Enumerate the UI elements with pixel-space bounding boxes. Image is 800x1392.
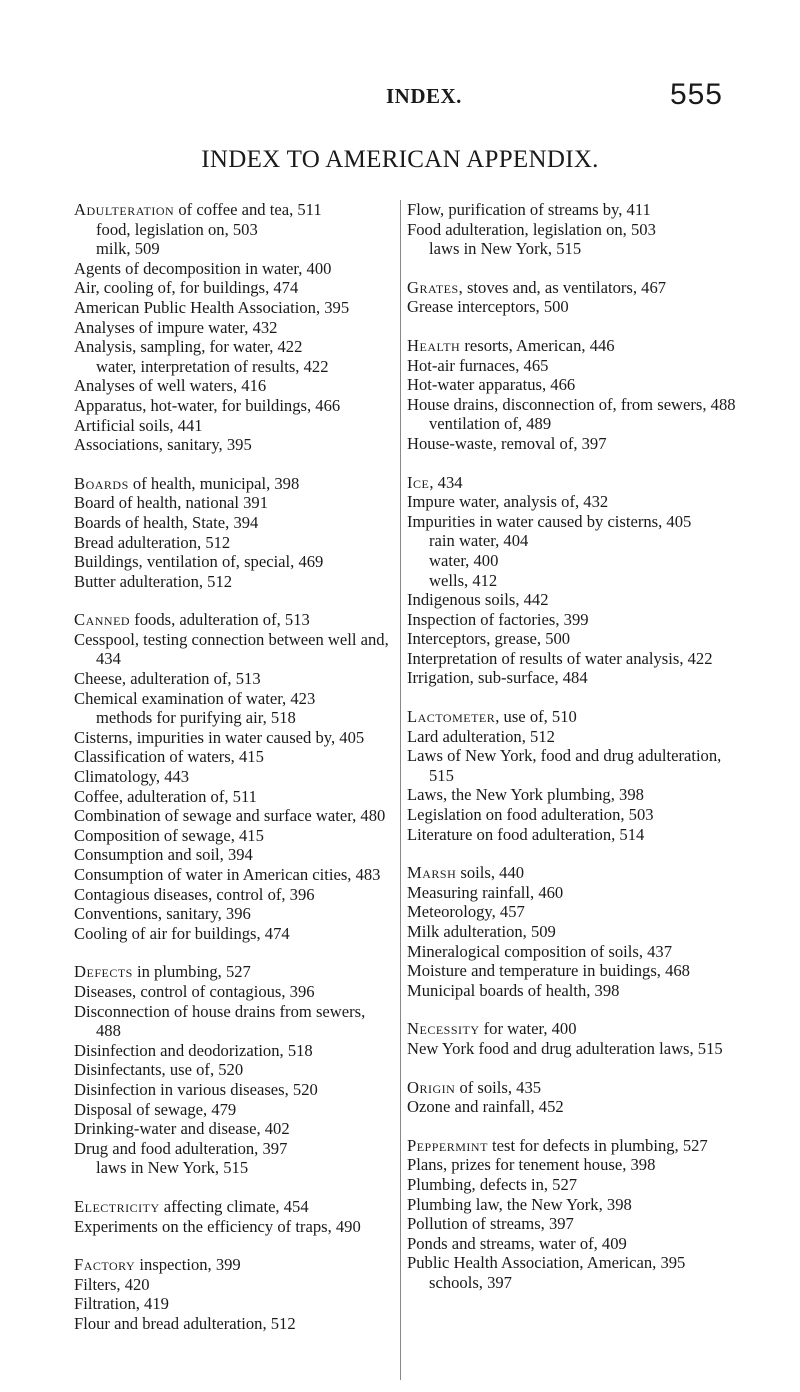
- index-letter-lead: Lactometer: [407, 707, 496, 727]
- index-entry-text: Consumption of water in American cities, 483: [74, 865, 381, 884]
- index-entry: [407, 825, 739, 845]
- index-entry-text: Contagious diseases, control of, 396: [74, 884, 315, 904]
- index-entry-text: Disconnection of house drains from sewers, 488: [74, 1001, 366, 1041]
- index-entry-text: Grease interceptors, 500: [407, 297, 569, 317]
- index-letter-lead: Factory: [74, 1255, 136, 1275]
- index-entry-text: Composition of sewage, 415: [74, 825, 264, 845]
- index-entry: [407, 395, 739, 415]
- index-entry-text: House-waste, removal of, 397: [407, 433, 607, 453]
- index-entry-text: Impure water, analysis of, 432: [407, 492, 609, 512]
- index-entry-text: Filtration, 419: [74, 1294, 169, 1314]
- index-letter-lead: Peppermint: [407, 1135, 488, 1155]
- index-entry: [407, 1039, 739, 1059]
- index-entry-text: Artificial soils, 441: [74, 415, 203, 435]
- index-entry: [407, 590, 739, 610]
- index-entry-text: affecting climate, 454: [159, 1196, 309, 1216]
- index-entry-text: Consumption and soil, 394: [74, 845, 253, 865]
- index-entry-text: laws in New York, 515: [96, 1158, 249, 1178]
- index-entry-text: Hot-water apparatus, 466: [407, 375, 576, 395]
- index-subentry: [407, 571, 739, 591]
- index-title: INDEX TO AMERICAN APPENDIX.: [201, 146, 599, 173]
- index-entry-text: Pollution of streams, 397: [407, 1214, 574, 1234]
- index-entry: [74, 1139, 394, 1159]
- index-entry: [74, 278, 394, 298]
- index-entry-text: , use of, 510: [495, 707, 577, 727]
- index-entry-text: Drug and food adulteration, 397: [74, 1138, 288, 1158]
- index-subentry: [74, 357, 394, 377]
- index-entry-text: Analysis, sampling, for water, 422: [74, 337, 303, 357]
- index-entry-text: Conventions, sanitary, 396: [74, 904, 251, 924]
- index-letter-lead: Grates: [407, 277, 459, 297]
- index-entry: [407, 1078, 739, 1098]
- running-head: [0, 78, 800, 124]
- page-number: 555: [669, 78, 723, 111]
- index-entry: [74, 962, 394, 982]
- index-entry: [407, 512, 739, 532]
- index-entry-text: Coffee, adulteration of, 511: [74, 786, 257, 806]
- index-entry: [74, 630, 394, 669]
- index-letter-lead: Necessity: [407, 1019, 480, 1039]
- index-entry: [407, 336, 739, 356]
- index-entry-text: Municipal boards of health, 398: [407, 980, 620, 1000]
- index-entry-text: Analyses of well waters, 416: [74, 376, 267, 396]
- index-entry-text: Disinfectants, use of, 520: [74, 1060, 244, 1080]
- index-entry: [74, 376, 394, 396]
- index-entry: [407, 356, 739, 376]
- index-entry-text: Literature on food adulteration, 514: [407, 824, 645, 844]
- index-entry-text: foods, adulteration of, 513: [130, 610, 310, 630]
- index-entry: [74, 552, 394, 572]
- index-entry: [74, 513, 394, 533]
- index-subentry: [74, 708, 394, 728]
- index-entry: [407, 1195, 739, 1215]
- index-entry: [74, 493, 394, 513]
- index-entry: [407, 1136, 739, 1156]
- index-entry: [407, 220, 739, 240]
- index-subentry: [74, 1158, 394, 1178]
- index-entry: [407, 278, 739, 298]
- index-entry: [407, 1253, 739, 1273]
- index-entry-text: Boards of health, State, 394: [74, 512, 259, 532]
- index-entry-text: Interceptors, grease, 500: [407, 629, 571, 649]
- index-entry: [74, 689, 394, 709]
- index-subentry: [407, 239, 739, 259]
- index-letter-lead: Health: [407, 335, 461, 355]
- index-entry: [74, 747, 394, 767]
- index-entry: [74, 669, 394, 689]
- index-entry: [407, 902, 739, 922]
- index-subentry: [407, 551, 739, 571]
- index-entry: [74, 298, 394, 318]
- index-entry-text: House drains, disconnection of, from sewers, 488: [407, 394, 736, 414]
- index-entry: [407, 942, 739, 962]
- index-entry-text: wells, 412: [429, 570, 498, 590]
- index-entry-text: Cooling of air for buildings, 474: [74, 923, 290, 943]
- index-entry-text: Impurities in water caused by cisterns, 405: [407, 511, 692, 531]
- index-entry-text: Air, cooling of, for buildings, 474: [74, 278, 299, 298]
- index-entry: [74, 533, 394, 553]
- index-entry-text: Disposal of sewage, 479: [74, 1099, 237, 1119]
- index-entry-text: Drinking-water and disease, 402: [74, 1119, 290, 1139]
- index-entry: [74, 1060, 394, 1080]
- index-entry: [74, 1255, 394, 1275]
- index-entry: [74, 474, 394, 494]
- index-entry-text: Buildings, ventilation of, special, 469: [74, 552, 324, 572]
- index-entry: [407, 473, 739, 493]
- index-entry: [74, 1314, 394, 1334]
- index-entry: [74, 435, 394, 455]
- index-entry-text: of soils, 435: [455, 1077, 542, 1097]
- index-entry: [407, 434, 739, 454]
- index-entry-text: Combination of sewage and surface water, 480: [74, 806, 386, 826]
- index-entry-text: Plans, prizes for tenement house, 398: [407, 1155, 656, 1175]
- index-entry: [407, 1019, 739, 1039]
- index-entry-text: Mineralogical composition of soils, 437: [407, 941, 673, 961]
- index-entry-text: ventilation of, 489: [429, 414, 552, 434]
- index-entry-text: Flour and bread adulteration, 512: [74, 1313, 296, 1333]
- index-entry: [74, 885, 394, 905]
- index-entry-text: Milk adulteration, 509: [407, 922, 556, 941]
- index-entry-text: Cheese, adulteration of, 513: [74, 669, 261, 689]
- index-entry: [74, 200, 394, 220]
- index-subentry: [74, 239, 394, 259]
- index-entry-text: schools, 397: [429, 1272, 512, 1292]
- index-entry: [407, 668, 739, 688]
- index-entry-text: Climatology, 443: [74, 767, 190, 787]
- index-entry: [407, 1214, 739, 1234]
- index-entry-text: Butter adulteration, 512: [74, 571, 233, 591]
- index-entry-text: in plumbing, 527: [132, 962, 251, 982]
- index-entry: [74, 1294, 394, 1314]
- index-letter-lead: Origin: [407, 1077, 456, 1097]
- index-subentry: [407, 531, 739, 551]
- index-subentry: [407, 1273, 739, 1293]
- index-entry: [407, 922, 739, 942]
- index-letter-lead: Ice: [407, 472, 430, 492]
- index-entry: [407, 863, 739, 883]
- index-entry: [74, 924, 394, 944]
- index-entry-text: Analyses of impure water, 432: [74, 317, 278, 337]
- index-entry: [74, 396, 394, 416]
- index-letter-lead: Adulteration: [74, 200, 175, 219]
- index-entry: [407, 746, 739, 785]
- index-entry: [407, 1175, 739, 1195]
- index-entry: [74, 806, 394, 826]
- index-entry: [74, 337, 394, 357]
- index-entry-text: Irrigation, sub-surface, 484: [407, 668, 588, 688]
- index-entry: [74, 318, 394, 338]
- index-entry-text: Meteorology, 457: [407, 902, 525, 922]
- index-entry: [74, 1002, 394, 1041]
- index-entry-text: Diseases, control of contagious, 396: [74, 981, 315, 1001]
- index-entry: [407, 649, 739, 669]
- index-entry-text: rain water, 404: [429, 531, 529, 551]
- index-entry: [407, 200, 739, 220]
- index-entry: [407, 1234, 739, 1254]
- index-entry-text: inspection, 399: [135, 1255, 241, 1275]
- running-head-title: INDEX.: [386, 84, 462, 108]
- index-entry: [74, 1080, 394, 1100]
- index-entry-text: test for defects in plumbing, 527: [487, 1135, 708, 1155]
- index-entry: [74, 865, 394, 885]
- index-entry: [74, 787, 394, 807]
- index-entry: [407, 610, 739, 630]
- index-entry-text: Disinfection in various diseases, 520: [74, 1079, 318, 1099]
- index-entry-text: Disinfection and deodorization, 518: [74, 1040, 313, 1060]
- index-entry: [74, 416, 394, 436]
- index-entry-text: Cisterns, impurities in water caused by, 405: [74, 727, 365, 747]
- index-entry-text: Laws of New York, food and drug adulteration, 515: [407, 746, 722, 785]
- index-entry-text: of health, municipal, 398: [128, 473, 300, 493]
- index-entry-text: water, 400: [429, 550, 499, 570]
- index-entry: [407, 1097, 739, 1117]
- index-entry-text: soils, 440: [456, 863, 525, 883]
- index-letter-lead: Defects: [74, 962, 133, 982]
- index-entry-text: Associations, sanitary, 395: [74, 435, 252, 455]
- index-entry: [407, 629, 739, 649]
- index-entry-text: Flow, purification of streams by, 411: [407, 200, 651, 219]
- index-entry-text: for water, 400: [479, 1019, 577, 1039]
- index-entry-text: Plumbing law, the New York, 398: [407, 1194, 632, 1214]
- index-entry: [74, 1041, 394, 1061]
- index-entry: [74, 1197, 394, 1217]
- index-entry: [407, 727, 739, 747]
- index-entry-text: Food adulteration, legislation on, 503: [407, 219, 656, 239]
- index-entry: [407, 707, 739, 727]
- index-entry-text: Chemical examination of water, 423: [74, 688, 316, 708]
- index-entry: [74, 904, 394, 924]
- index-entry: [74, 728, 394, 748]
- index-entry-text: resorts, American, 446: [460, 335, 615, 355]
- index-entry-text: , stoves and, as ventilators, 467: [458, 277, 667, 297]
- index-entry: [74, 845, 394, 865]
- index-entry: [74, 826, 394, 846]
- index-column-left: [74, 200, 394, 1333]
- index-entry-text: methods for purifying air, 518: [96, 708, 296, 728]
- index-entry: [74, 982, 394, 1002]
- index-letter-lead: Marsh: [407, 863, 457, 883]
- index-entry: [407, 805, 739, 825]
- index-entry-text: Public Health Association, American, 395: [407, 1253, 686, 1273]
- index-entry-text: Laws, the New York plumbing, 398: [407, 785, 644, 805]
- index-entry: [74, 572, 394, 592]
- index-entry-text: Hot-air furnaces, 465: [407, 355, 549, 375]
- index-entry-text: Ozone and rainfall, 452: [407, 1097, 564, 1117]
- index-letter-lead: Electricity: [74, 1196, 160, 1216]
- index-entry: [74, 1100, 394, 1120]
- index-entry: [74, 1275, 394, 1295]
- index-entry-text: Bread adulteration, 512: [74, 532, 231, 552]
- index-entry-text: Filters, 420: [74, 1274, 150, 1294]
- index-entry-text: Plumbing, defects in, 527: [407, 1174, 578, 1194]
- index-entry-text: Ponds and streams, water of, 409: [407, 1233, 627, 1253]
- index-entry: [74, 610, 394, 630]
- index-entry-text: Measuring rainfall, 460: [407, 882, 564, 902]
- index-entry: [407, 375, 739, 395]
- index-entry-text: laws in New York, 515: [429, 239, 582, 259]
- index-subentry: [407, 414, 739, 434]
- index-entry: [407, 883, 739, 903]
- index-entry-text: food, legislation on, 503: [96, 219, 258, 239]
- index-entry: [407, 492, 739, 512]
- index-entry-text: Classification of waters, 415: [74, 747, 264, 767]
- index-entry-text: , 434: [429, 472, 463, 492]
- index-entry: [407, 297, 739, 317]
- index-entry-text: Experiments on the efficiency of traps, 490: [74, 1216, 361, 1236]
- index-entry-text: of coffee and tea, 511: [174, 200, 322, 219]
- index-entry-text: Indigenous soils, 442: [407, 590, 549, 610]
- index-subentry: [74, 220, 394, 240]
- index-entry-text: Legislation on food adulteration, 503: [407, 805, 654, 825]
- index-entry-text: Lard adulteration, 512: [407, 726, 555, 746]
- index-column-right: [400, 200, 739, 1380]
- index-entry-text: Cesspool, testing connection between well and, 434: [74, 629, 389, 669]
- index-entry-text: American Public Health Association, 395: [74, 297, 350, 317]
- index-entry-text: milk, 509: [96, 239, 160, 259]
- index-entry: [74, 1217, 394, 1237]
- index-entry: [407, 981, 739, 1001]
- index-letter-lead: Boards: [74, 473, 129, 493]
- index-entry-text: Interpretation of results of water analysis, 422: [407, 648, 713, 668]
- index-entry-text: New York food and drug adulteration laws, 515: [407, 1038, 723, 1058]
- index-entry-text: Board of health, national 391: [74, 493, 269, 513]
- index-entry-text: Apparatus, hot-water, for buildings, 466: [74, 395, 341, 415]
- index-entry: [407, 785, 739, 805]
- index-entry: [74, 259, 394, 279]
- index-entry: [74, 1119, 394, 1139]
- index-entry-text: water, interpretation of results, 422: [96, 356, 329, 376]
- index-entry: [407, 1155, 739, 1175]
- index-entry-text: Inspection of factories, 399: [407, 609, 589, 629]
- index-letter-lead: Canned: [74, 610, 131, 630]
- index-entry: [74, 767, 394, 787]
- index-entry-text: Agents of decomposition in water, 400: [74, 258, 332, 278]
- index-entry: [407, 961, 739, 981]
- index-entry-text: Moisture and temperature in buidings, 468: [407, 961, 690, 981]
